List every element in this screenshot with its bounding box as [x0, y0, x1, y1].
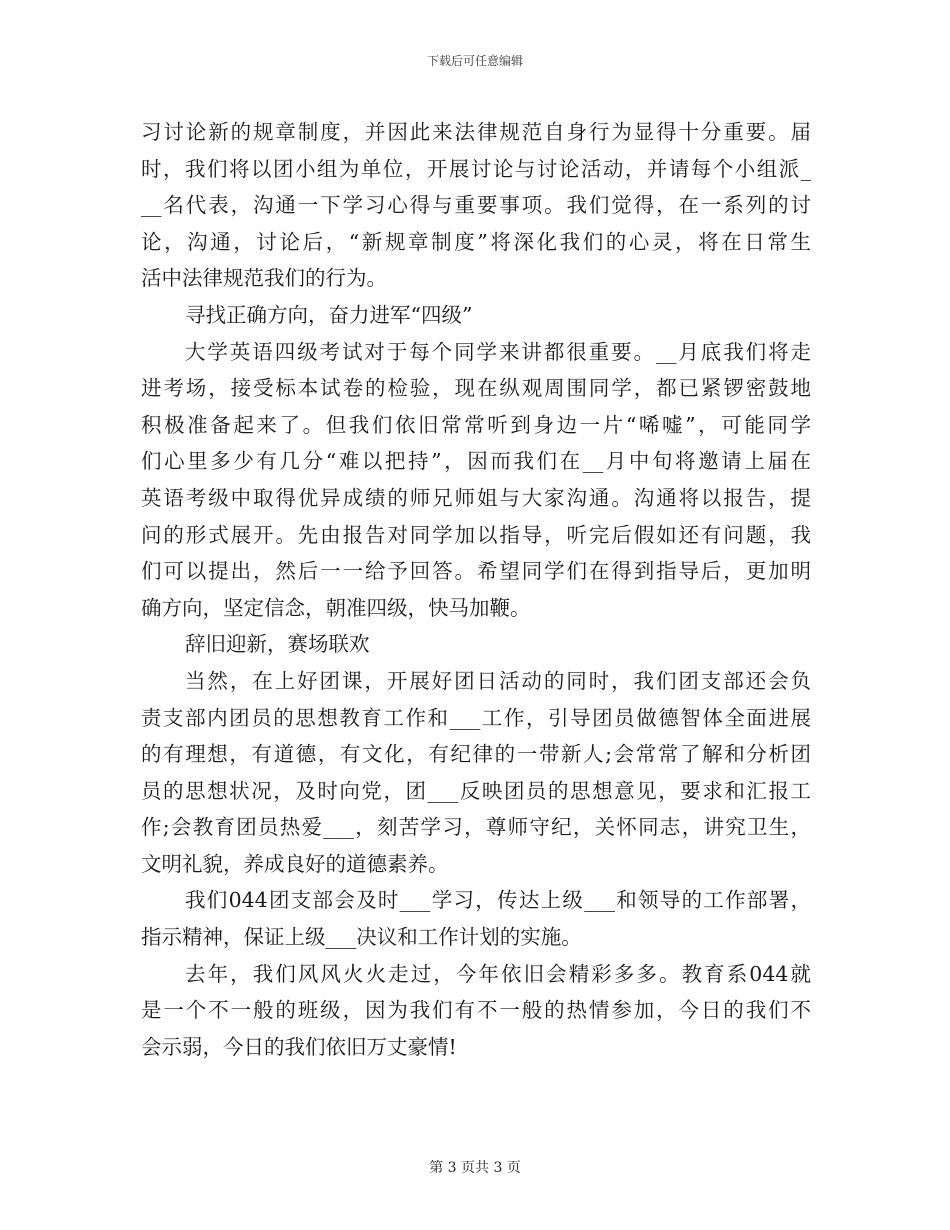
text-line: 进考场，接受标本试卷的检验，现在纵观周围同学，都已紧锣密鼓地 [141, 376, 811, 401]
text-line: 会示弱，今日的我们依旧万丈豪情! [141, 1034, 457, 1059]
text-line: 员的思想状况，及时向党，团___反映团员的思想意见，要求和汇报工 [141, 778, 811, 803]
text-line: 作;会教育团员热爱___，刻苦学习，尊师守纪，关怀同志，讲究卫生， [141, 815, 811, 840]
text-line: 文明礼貌，养成良好的道德素养。 [141, 851, 449, 876]
text-line: 我们044团支部会及时___学习，传达上级___和领导的工作部署， [185, 888, 811, 913]
text-line: 们可以提出，然后一一给予回答。希望同学们在得到指导后，更加明 [141, 559, 811, 584]
text-line: 是一个不一般的班级，因为我们有不一般的热情参加，今日的我们不 [141, 998, 811, 1023]
text-line: 问的形式展开。先由报告对同学加以指导，听完后假如还有问题，我 [141, 522, 811, 547]
text-line: 去年，我们风风火火走过，今年依旧会精彩多多。教育系044就 [185, 961, 811, 986]
text-line: 论，沟通，讨论后，“新规章制度”将深化我们的心灵，将在日常生 [141, 229, 811, 254]
section-heading: 辞旧迎新，赛场联欢 [185, 632, 370, 657]
text-line: 的有理想，有道德，有文化，有纪律的一带新人;会常常了解和分析团 [141, 742, 811, 767]
text-line: 积极准备起来了。但我们依旧常常听到身边一片“唏嘘”，可能同学 [141, 412, 811, 437]
text-line: 当然，在上好团课，开展好团日活动的同时，我们团支部还会负 [185, 668, 811, 693]
text-line: 责支部内团员的思想教育工作和___工作，引导团员做德智体全面进展 [141, 705, 811, 730]
page-footer: 第 3 页共 3 页 [429, 1160, 521, 1176]
text-line: 指示精神，保证上级___决议和工作计划的实施。 [141, 925, 582, 950]
text-line: 确方向，坚定信念，朝准四级，快马加鞭。 [141, 595, 531, 620]
text-line: 们心里多少有几分“难以把持”，因而我们在__月中旬将邀请上届在 [141, 449, 811, 474]
text-line: 英语考级中取得优异成绩的师兄师姐与大家沟通。沟通将以报告，提 [141, 485, 811, 510]
text-line: 大学英语四级考试对于每个同学来讲都很重要。__月底我们将走 [185, 339, 811, 364]
text-line: 活中法律规范我们的行为。 [141, 266, 387, 291]
text-line: 习讨论新的规章制度，并因此来法律规范自身行为显得十分重要。届 [141, 120, 811, 144]
text-line: 时，我们将以团小组为单位，开展讨论与讨论活动，并请每个小组派_ [141, 156, 811, 181]
section-heading: 寻找正确方向，奋力进军“四级” [185, 302, 473, 327]
text-line: __名代表，沟通一下学习心得与重要事项。我们觉得，在一系列的讨 [141, 193, 811, 218]
page-header: 下载后可任意编辑 [426, 54, 523, 68]
document-body [141, 114, 811, 1065]
